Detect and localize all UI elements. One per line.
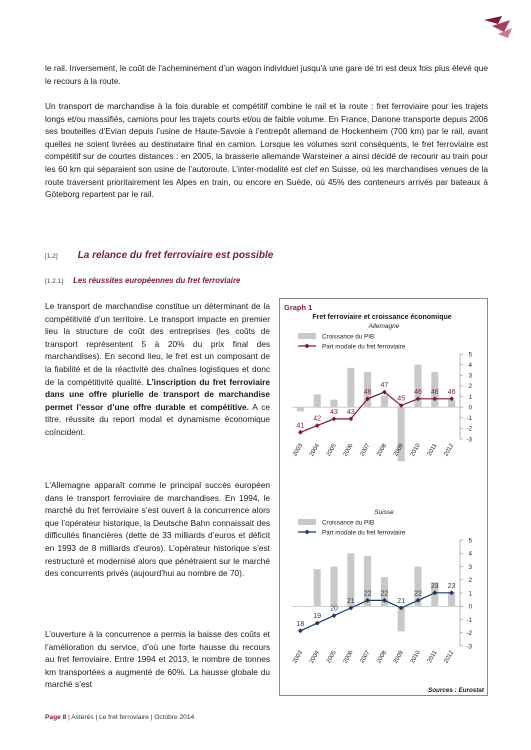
chart-1-x-tick-label: 2012 [443, 443, 456, 458]
chart-1-bar [314, 394, 321, 407]
chart-1-right-tick-label: 5 [468, 352, 472, 359]
chart-1-data-label: 47 [380, 382, 389, 390]
chart-2-right-tick-label: 1 [468, 591, 472, 598]
chart-1-x-tick-label: 2005 [325, 443, 338, 458]
chart-2-subtitle: Suisse [374, 509, 394, 516]
page-number: Page 8 [45, 714, 67, 721]
asteres-logo [482, 14, 514, 40]
chart-1-x-tick-label: 2010 [409, 443, 422, 458]
chart-2-right-tick-label: 5 [468, 538, 472, 545]
chart-1-bar [381, 395, 388, 407]
chart-2-data-label: 20 [330, 605, 338, 613]
chart-2-right-tick-label: -2 [466, 631, 472, 638]
chart-2-data-label: 22 [380, 590, 389, 598]
chart-2-line-series [300, 593, 451, 631]
chart-2-legend-line-label: Part modale du fret ferroviaire [322, 529, 406, 537]
chart-2-data-label: 23 [430, 582, 439, 590]
footer-text: | Asterès | Le fret ferroviaire | Octobre 2014 [66, 714, 195, 721]
chart-2-right-tick-label: 4 [468, 551, 472, 558]
chart-1-data-label: 41 [296, 422, 305, 430]
chart-1-data-label: 46 [447, 388, 456, 396]
chart-2-right-tick-label: 2 [468, 578, 472, 585]
figure-graph-1 [279, 298, 488, 696]
chart-2-line-point [332, 613, 337, 618]
chart-1-bar [297, 407, 304, 411]
chart-2-data-label: 23 [447, 582, 456, 590]
chart-2-legend-bar-swatch [298, 519, 316, 525]
chart-1-line-point [298, 430, 303, 435]
paragraph-text-a: Le transport de marchandise constitue un déterminant de la compétitivité d’un territoire. Le transport impacte en premier lieu la structure de coût des entreprises (les coûts de transport représentent 5 à 20% du prix final des marchandises). En second lieu, le fret est un composant de la fiabilité et de la réactivité des chaînes logistiques et donc de la compétitivité qualité. [45, 301, 270, 387]
chart-1-right-tick-label: 2 [468, 384, 472, 391]
chart-2-data-label: 21 [397, 598, 406, 605]
chart-1-data-label: 43 [330, 408, 338, 416]
paragraph-intro: le rail. Inversement, le coût de l’acheminement d’un wagon individuel jusqu’à une gare de tri est deux fois plus élevé que le recours à la route. [45, 63, 488, 86]
chart-1-x-tick-label: 2007 [359, 443, 372, 458]
chart-1-right-tick-label: 1 [468, 394, 472, 401]
chart-2-data-label: 22 [363, 590, 372, 598]
chart-2-legend-bar-label: Croissance du PIB [322, 519, 375, 527]
subsection-title: Les réussites européennes du fret ferroviaire [73, 276, 241, 285]
chart-2-x-tick-label: 2010 [409, 650, 422, 665]
chart-1-data-label: 46 [414, 388, 422, 396]
section-heading [45, 250, 273, 261]
chart-2-legend-line-marker [305, 530, 310, 535]
chart-1-subtitle: Allemagne [368, 323, 400, 330]
chart-2-right-tick-label: -1 [466, 617, 472, 624]
chart-2-right-tick-label: -3 [466, 644, 472, 651]
chart-1-data-label: 46 [363, 388, 372, 396]
graph-1-svg [280, 299, 489, 697]
chart-2-line-point [298, 628, 303, 633]
chart-1-right-tick-label: -3 [466, 437, 472, 444]
section-title: La relance du fret ferroviaire est possible [77, 250, 274, 261]
chart-2-x-tick-label: 2011 [426, 650, 439, 665]
chart-2-x-tick-label: 2005 [325, 650, 338, 665]
chart-1-right-tick-label: 4 [468, 362, 472, 369]
chart-1-x-tick-label: 2008 [376, 443, 389, 458]
chart-2-data-label: 18 [296, 620, 305, 628]
chart-1-data-label: 42 [313, 415, 322, 423]
figure-source: Sources : Eurostat [428, 687, 484, 694]
chart-2-x-tick-label: 2004 [309, 650, 321, 665]
chart-1-data-label: 46 [430, 388, 439, 396]
chart-1-legend-bar-swatch [298, 333, 316, 339]
chart-1-legend-line-marker [305, 344, 310, 349]
chart-2-x-tick-label: 2012 [443, 650, 456, 665]
chart-2-data-label: 22 [414, 590, 422, 598]
chart-2-data-label: 21 [346, 598, 355, 605]
paragraph-germany: L’Allemagne apparaît comme le principal succès européen dans le transport ferroviaire de marchandises. En 1994, le marché du fret ferroviaire s’est ouvert à la concurrence alors que l’opérateur historique, la Deutsche Bahn connaissait des difficultés financières (dette de 33 milliards d’euros et déficit en 1993 de 8 milliards d’euros). L’opérateur historique s’est restructuré et modernisé alors que pénétraient sur le marché des concurrents privés (aujourd’hui au nombre de 70). [45, 480, 270, 579]
chart-1-data-label: 45 [397, 395, 406, 403]
figure-label: Graph 1 [284, 303, 313, 312]
chart-2-bar [330, 567, 337, 607]
chart-2-bar [314, 569, 321, 606]
chart-1-line-series [300, 392, 451, 432]
chart-1-legend-line-label: Part modale du fret ferroviaire [322, 343, 406, 351]
chart-1-x-tick-label: 2011 [426, 443, 439, 458]
chart-1-bar [347, 368, 354, 407]
chart-1-right-tick-label: 3 [468, 373, 472, 380]
paragraph-competition: L’ouverture à la concurrence a permis la baisse des coûts et l’amélioration du service, d’où une forte hausse du recours au fret ferroviaire. Entre 1994 et 2013, le nombre de tonnes km transportées a augmenté de 60%. La hausse globale du marché s’est [45, 629, 270, 690]
chart-1-line-point [315, 423, 320, 428]
chart-1-right-tick-label: -2 [466, 426, 472, 433]
chart-2-right-tick-label: 3 [468, 564, 472, 571]
figure-title: Fret ferroviaire et croissance économique [312, 314, 452, 321]
chart-2-x-tick-label: 2008 [376, 650, 389, 665]
chart-1-bar [330, 400, 337, 407]
chart-2-x-tick-label: 2007 [359, 650, 372, 665]
chart-2-x-tick-label: 2009 [393, 650, 405, 665]
chart-2-x-tick-label: 2006 [342, 650, 355, 665]
chart-1-x-tick-label: 2009 [393, 443, 405, 458]
chart-2-x-tick-label: 2003 [292, 650, 305, 665]
subsection-heading [45, 276, 240, 285]
paragraph-emphasis: L’inscription du fret ferroviaire dans une offre plurielle de transport de marchandise permet l’essor d’une offre durable et compétitive. [45, 376, 270, 412]
subsection-number: [1.2.1] [45, 278, 64, 285]
chart-1-data-label: 43 [346, 408, 355, 416]
chart-2-line-point [315, 621, 320, 626]
paragraph-text-c: A ce titre, réussite du report modal et dynamisme économique coïncident. [45, 401, 270, 437]
chart-1-line-point [332, 417, 337, 422]
chart-1-x-tick-label: 2004 [309, 443, 321, 458]
chart-1-legend-bar-label: Croissance du PIB [322, 333, 375, 341]
page-footer [45, 714, 194, 721]
chart-2-data-label: 19 [313, 613, 322, 621]
chart-1-x-tick-label: 2003 [292, 443, 305, 458]
chart-2-right-tick-label: 0 [468, 604, 472, 611]
chart-1-right-tick-label: 0 [468, 405, 472, 412]
chart-1-x-tick-label: 2006 [342, 443, 355, 458]
paragraph-intermodal: Un transport de marchandise à la fois durable et compétitif combine le rail et la route : fret ferroviaire pour les trajets longs et/ou massifiés, camions pour les trajets courts et/ou de faible volume. En France, Danone transporte depuis 2006 ses bouteilles d’Evian depuis l’usine de Haute-Savoie à l’entrepôt allemand de Hockenheim (700 km) par le rail, avant quelles ne soient livrées au destinataire final en camion. Lorsque les volumes sont conséquents, le fret ferroviaire est compétitif sur de courtes distances : en 2005, la brasserie allemande Warsteiner a ainsi décidé de recourir au train pour les 60 km qui séparaient son usine de l’autoroute. L’inter-modalité est clef en Suisse, où les marchandises venues de la route traversent prioritairement les Alpes en train, ou encore en Suède, où 45% des conteneurs arrivés par bateaux à Göteborg repartent par le rail. [45, 101, 488, 200]
section-number: [1.2] [45, 253, 58, 260]
paragraph-competitiveness [45, 300, 270, 439]
chart-1-right-tick-label: -1 [466, 416, 472, 423]
